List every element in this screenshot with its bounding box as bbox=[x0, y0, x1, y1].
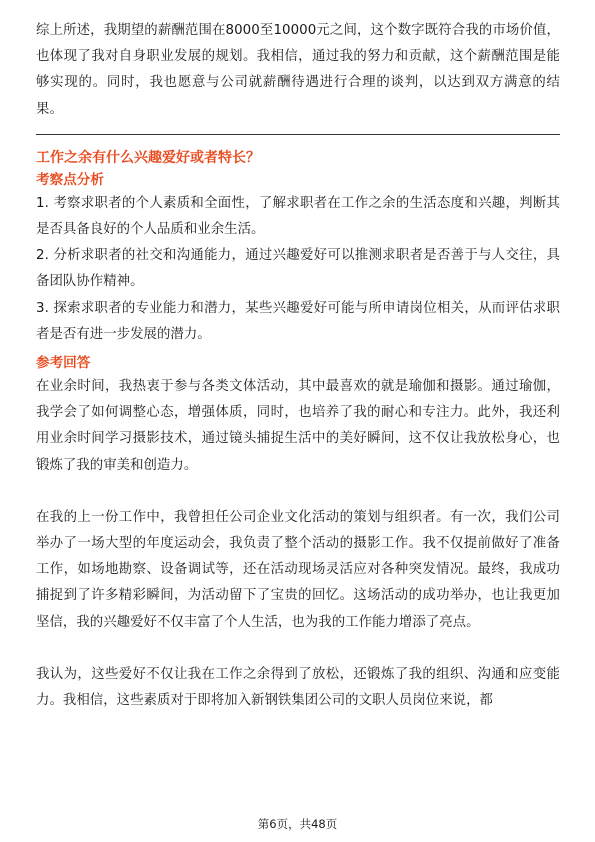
analysis-point: 2. 分析求职者的社交和沟通能力，通过兴趣爱好可以推测求职者是否善于与人交往，具备团队协作精神。 bbox=[36, 248, 560, 290]
intro-paragraph: 综上所述，我期望的薪酬范围在8000至10000元之间，这个数字既符合我的市场价值，也体现了我对自身职业发展的规划。我相信，通过我的努力和贡献，这个薪酬范围是能够实现的。同时，我也愿意与公司就薪酬待遇进行合理的谈判，以达到双方满意的结果。 bbox=[36, 23, 560, 117]
section-divider bbox=[36, 134, 560, 135]
answer-paragraph: 在我的上一份工作中，我曾担任公司企业文化活动的策划与组织者。有一次，我们公司举办了一场大型的年度运动会，我负责了整个活动的摄影工作。我不仅提前做好了准备工作，如场地勘察、设备调试等，还在活动现场灵活应对各种突发情况。最终，我成功捕捉到了许多精彩瞬间，为活动留下了宝贵的回忆。这场活动的成功举办，也让我更加坚信，我的兴趣爱好不仅丰富了个人生活，也为我的工作能力增添了亮点。 bbox=[36, 509, 560, 630]
spacer bbox=[36, 479, 560, 505]
answer-heading: 参考回答 bbox=[36, 355, 91, 372]
page-number: 第6页，共48页 bbox=[257, 817, 338, 831]
question-title: 工作之余有什么兴趣爱好或者特长？ bbox=[36, 149, 260, 166]
answer-body bbox=[36, 374, 560, 714]
spacer bbox=[36, 636, 560, 662]
analysis-point: 3. 探索求职者的专业能力和潜力，某些兴趣爱好可能与所申请岗位相关，从而评估求职者是否有进一步发展的潜力。 bbox=[36, 300, 560, 342]
analysis-point: 1. 考察求职者的个人素质和全面性，了解求职者在工作之余的生活态度和兴趣，判断其是否具备良好的个人品质和业余生活。 bbox=[36, 195, 560, 238]
analysis-heading: 考察点分析 bbox=[36, 171, 104, 188]
answer-paragraph: 我认为，这些爱好不仅让我在工作之余得到了放松，还锻炼了我的组织、沟通和应变能力。我相信，这些素质对于即将加入新钢铁集团公司的文职人员岗位来说，都 bbox=[36, 666, 560, 709]
answer-paragraph: 在业余时间，我热衷于参与各类文体活动，其中最喜欢的就是瑜伽和摄影。通过瑜伽，我学会了如何调整心态，增强体质，同时，也培养了我的耐心和专注力。此外，我还利用业余时间学习摄影技术，通过镜头捕捉生活中的美好瞬间，这不仅让我放松身心，也锻炼了我的审美和创造力。 bbox=[36, 379, 560, 473]
document-page bbox=[36, 18, 560, 714]
analysis-list bbox=[36, 191, 560, 348]
